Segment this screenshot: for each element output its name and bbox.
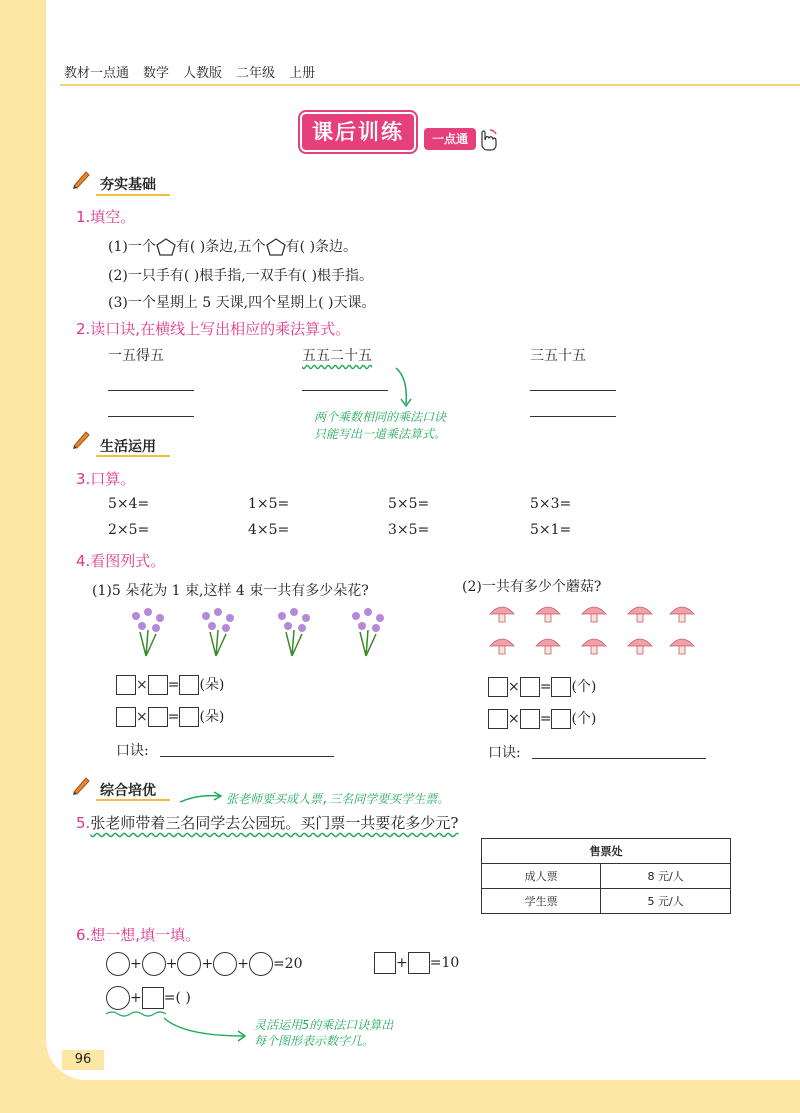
times-sign: × — [136, 677, 148, 693]
subject: 数学 — [143, 66, 170, 81]
oral-item: 1×5= — [248, 496, 290, 512]
mushroom — [628, 639, 652, 654]
table-row — [482, 889, 731, 914]
mushroom — [582, 639, 606, 654]
equals-twenty: =20 — [272, 956, 303, 972]
equals-blank: =( ) — [163, 990, 191, 1006]
ticket-table — [481, 838, 731, 914]
q1-title: 1.填空。 — [76, 208, 136, 226]
mushroom — [536, 607, 560, 622]
equation-row — [116, 706, 224, 727]
answer-line[interactable] — [530, 416, 616, 417]
mushroom — [490, 639, 514, 654]
equation-row — [488, 676, 596, 697]
q1-line3: (3)一个星期上 5 天课,四个星期上( )天课。 — [108, 295, 376, 311]
answer-line[interactable] — [302, 390, 388, 391]
square-blank[interactable] — [408, 952, 430, 974]
answer-box[interactable] — [520, 709, 540, 729]
mushroom — [490, 607, 514, 622]
q4-part2: (2)一共有多少个蘑菇? — [462, 579, 602, 595]
oral-item: 3×5= — [388, 522, 430, 538]
equals-sign: = — [539, 711, 552, 727]
circle-equation — [106, 952, 302, 976]
oral-item: 5×4= — [108, 496, 150, 512]
ticket-type: 学生票 — [482, 889, 601, 914]
ticket-price: 8 元/人 — [601, 864, 731, 889]
banner-subtitle: 一点通 — [424, 128, 476, 150]
plus-sign: + — [237, 956, 249, 972]
koujue-3: 三五十五 — [530, 348, 586, 364]
hint-note-q5: 张老师要买成人票,三名同学要买学生票。 — [226, 792, 450, 806]
answer-box[interactable] — [488, 677, 508, 697]
volume: 上册 — [289, 66, 316, 81]
answer-box[interactable] — [488, 709, 508, 729]
q1-line1-a: (1)一个 — [108, 239, 156, 255]
answer-box[interactable] — [520, 677, 540, 697]
square-equation — [374, 952, 459, 974]
pencil-icon — [70, 428, 92, 450]
flower-bunch — [278, 608, 310, 656]
times-sign: × — [136, 709, 148, 725]
oral-item: 5×1= — [530, 522, 572, 538]
banner-title: 课后训练 — [300, 112, 416, 152]
circle-blank[interactable] — [106, 986, 130, 1010]
equals-sign: = — [167, 709, 180, 725]
flower-bunches-image — [120, 606, 410, 658]
equals-sign: = — [167, 677, 180, 693]
plus-sign: + — [130, 956, 142, 972]
book-name: 教材一点通 — [64, 66, 130, 81]
q1-line2: (2)一只手有( )根手指,一双手有( )根手指。 — [108, 268, 374, 284]
answer-line[interactable] — [108, 416, 194, 417]
pencil-icon — [70, 168, 92, 190]
answer-box[interactable] — [179, 675, 199, 695]
pentagon-icon — [266, 238, 286, 256]
circle-blank[interactable] — [142, 952, 166, 976]
section-underline — [96, 799, 170, 801]
ticket-price: 5 元/人 — [601, 889, 731, 914]
q1-line1-b: 有( )条边,五个 — [175, 239, 266, 255]
equals-sign: = — [539, 679, 552, 695]
mushroom — [582, 607, 606, 622]
equation-row — [116, 674, 224, 695]
oral-item: 5×3= — [530, 496, 572, 512]
oral-item: 4×5= — [248, 522, 290, 538]
pentagon-icon — [156, 238, 176, 256]
square-blank[interactable] — [374, 952, 396, 974]
koujue-answer-line[interactable] — [532, 758, 706, 759]
equals-ten: =10 — [429, 955, 460, 971]
section-underline — [96, 194, 170, 196]
q1-line1 — [108, 236, 357, 256]
unit-label: (个) — [571, 679, 597, 695]
answer-box[interactable] — [179, 707, 199, 727]
ticket-type: 成人票 — [482, 864, 601, 889]
hint-note-q6-2: 每个图形表示数字几。 — [254, 1034, 375, 1048]
q6-title: 6.想一想,填一填。 — [76, 926, 201, 944]
equation-row — [488, 708, 596, 729]
arrow-icon — [392, 366, 422, 410]
edition: 人教版 — [183, 66, 223, 81]
mushrooms-image — [486, 600, 706, 666]
koujue-2: 五五二十五 — [302, 348, 372, 364]
plus-sign: + — [130, 990, 142, 1006]
answer-box[interactable] — [551, 709, 571, 729]
q5-number: 5. — [76, 814, 91, 832]
section-title-comprehensive: 综合培优 — [100, 783, 156, 799]
pencil-icon — [70, 774, 92, 796]
answer-box[interactable] — [551, 677, 571, 697]
mixed-equation — [106, 986, 191, 1010]
q4-title: 4.看图列式。 — [76, 552, 166, 570]
mushroom — [536, 639, 560, 654]
koujue-1: 一五得五 — [108, 348, 164, 364]
flower-bunch — [132, 608, 164, 656]
times-sign: × — [508, 711, 520, 727]
q3-title: 3.口算。 — [76, 470, 136, 488]
mushroom — [670, 639, 694, 654]
mushroom — [670, 607, 694, 622]
circle-blank[interactable] — [177, 952, 201, 976]
times-sign: × — [508, 679, 520, 695]
q5-title-row — [76, 812, 458, 833]
answer-line[interactable] — [108, 390, 194, 391]
square-blank[interactable] — [142, 987, 164, 1009]
koujue-label: 口诀: — [488, 745, 521, 761]
wavy-arrow-icon — [104, 1010, 254, 1042]
unit-label: (朵) — [199, 677, 225, 693]
plus-sign: + — [396, 955, 408, 971]
oral-item: 5×5= — [388, 496, 430, 512]
flower-bunch — [352, 608, 384, 656]
hint-note-1: 两个乘数相同的乘法口诀 — [314, 410, 447, 424]
koujue-answer-line[interactable] — [160, 756, 334, 757]
page-sheet — [46, 0, 800, 1080]
pointing-hand-icon — [476, 128, 500, 152]
mushroom — [628, 607, 652, 622]
arrow-icon — [178, 790, 224, 806]
ticket-table-header: 售票处 — [482, 839, 731, 864]
hint-note-2: 只能写出一道乘法算式。 — [314, 427, 447, 441]
answer-box[interactable] — [148, 675, 168, 695]
grade: 二年级 — [236, 66, 276, 81]
circle-blank[interactable] — [249, 952, 273, 976]
header-divider — [60, 84, 800, 86]
q1-line1-c: 有( )条边。 — [285, 239, 358, 255]
plus-sign: + — [165, 956, 178, 972]
page-number: 96 — [62, 1050, 104, 1070]
circle-blank[interactable] — [106, 952, 130, 976]
oral-item: 2×5= — [108, 522, 150, 538]
unit-label: (个) — [571, 711, 597, 727]
q2-title: 2.读口诀,在横线上写出相应的乘法算式。 — [76, 320, 351, 338]
flower-bunch — [202, 608, 234, 656]
table-row — [482, 864, 731, 889]
plus-sign: + — [201, 956, 214, 972]
section-title-life: 生活运用 — [100, 439, 156, 455]
answer-box[interactable] — [116, 675, 136, 695]
koujue-label: 口诀: — [116, 743, 149, 759]
unit-label: (朵) — [199, 709, 225, 725]
q4-part1: (1)5 朵花为 1 束,这样 4 束一共有多少朵花? — [92, 583, 369, 599]
running-header — [64, 62, 329, 81]
answer-line[interactable] — [530, 390, 616, 391]
answer-box[interactable] — [116, 707, 136, 727]
section-underline — [96, 455, 170, 457]
hint-note-q6-1: 灵活运用5的乘法口诀算出 — [254, 1018, 394, 1032]
section-title-basic: 夯实基础 — [100, 177, 156, 193]
q5-title: 张老师带着三名同学去公园玩。买门票一共要花多少元? — [90, 814, 459, 832]
circle-blank[interactable] — [213, 952, 237, 976]
answer-box[interactable] — [148, 707, 168, 727]
